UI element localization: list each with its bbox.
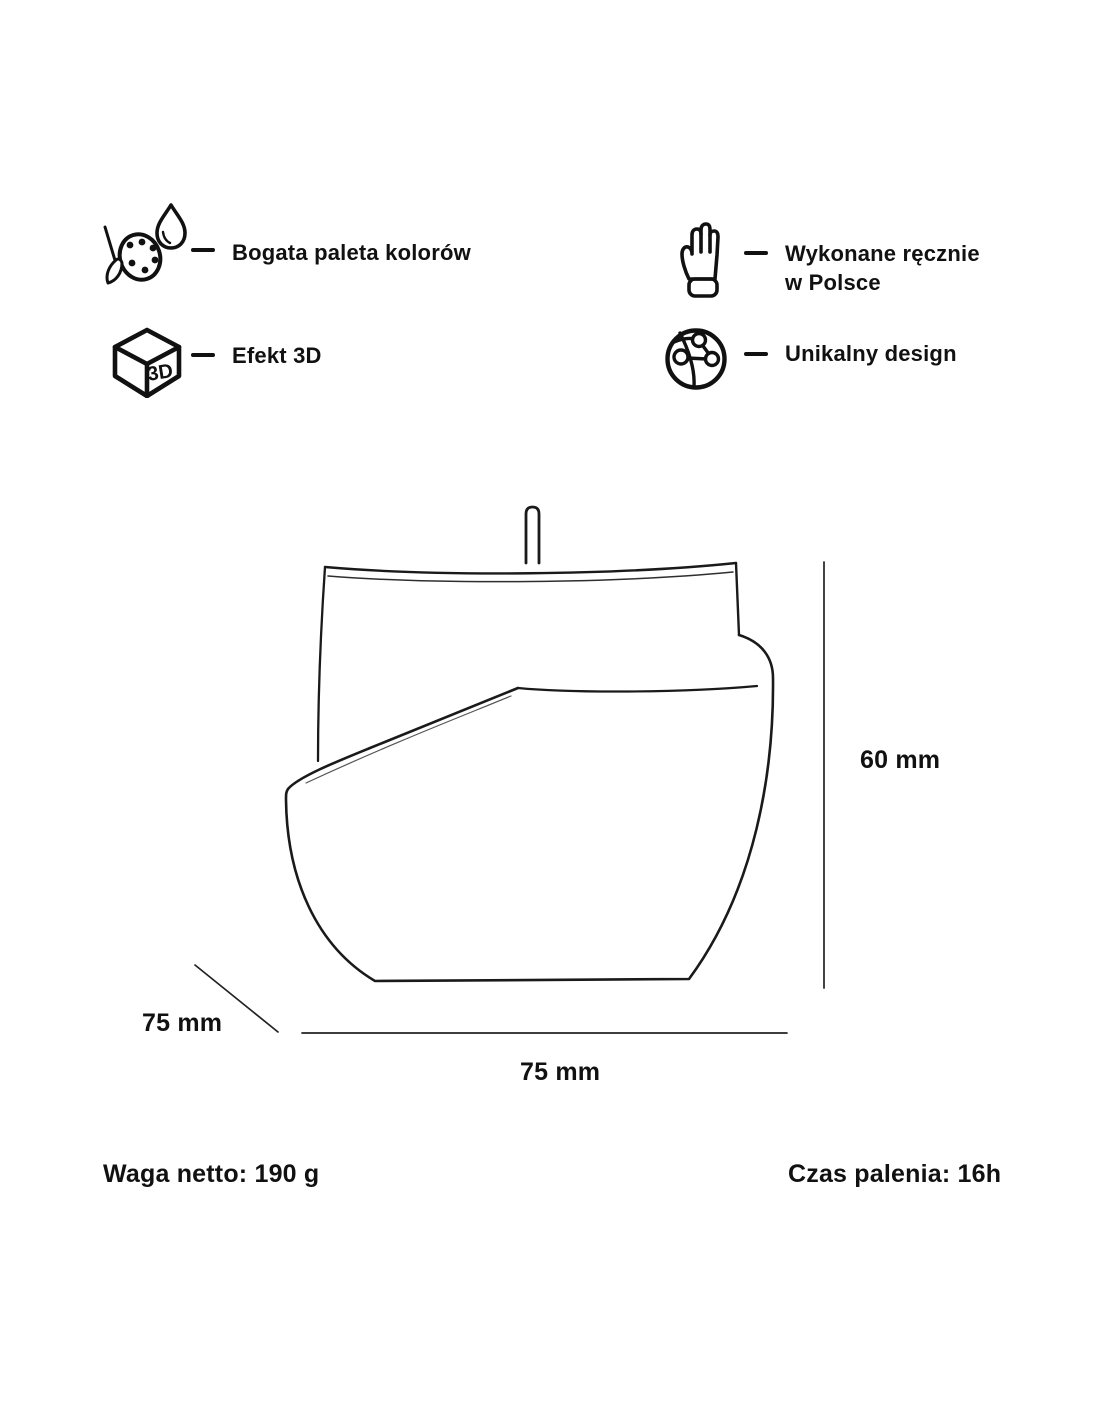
- candle-left-edge: [318, 567, 325, 761]
- feature-dash: [744, 352, 768, 356]
- product-technical-drawing: [140, 480, 1000, 1100]
- burn-time-text: Czas palenia: 16h: [788, 1160, 1002, 1188]
- 3d-cube-icon: [111, 326, 183, 398]
- vessel-outline: [286, 635, 773, 981]
- vessel-back-rim: [518, 686, 757, 692]
- candle-right-edge: [736, 563, 739, 635]
- net-weight-text: Waga netto: 190 g: [103, 1160, 320, 1188]
- handmade-glove-icon: [677, 221, 723, 301]
- cube-icon-label: 3D: [145, 360, 175, 386]
- feature-label-palette: Bogata paleta kolorów: [232, 240, 471, 265]
- feature-label-handmade: Wykonane ręcznie w Polsce: [785, 241, 980, 295]
- vessel-rim-echo: [306, 696, 511, 783]
- feature-label-unique-design: Unikalny design: [785, 341, 957, 366]
- height-dimension-label: 60 mm: [860, 746, 941, 774]
- unique-design-globe-icon: [661, 325, 729, 393]
- depth-dimension-label: 75 mm: [142, 1009, 223, 1037]
- width-dimension-label: 75 mm: [520, 1058, 601, 1086]
- candle-wick: [526, 507, 539, 563]
- feature-dash: [191, 353, 215, 357]
- feature-label-3d-effect: Efekt 3D: [232, 343, 322, 368]
- candle-top-rim: [325, 563, 736, 573]
- color-palette-icon: [98, 194, 202, 294]
- feature-dash: [744, 251, 768, 255]
- feature-dash: [191, 248, 215, 252]
